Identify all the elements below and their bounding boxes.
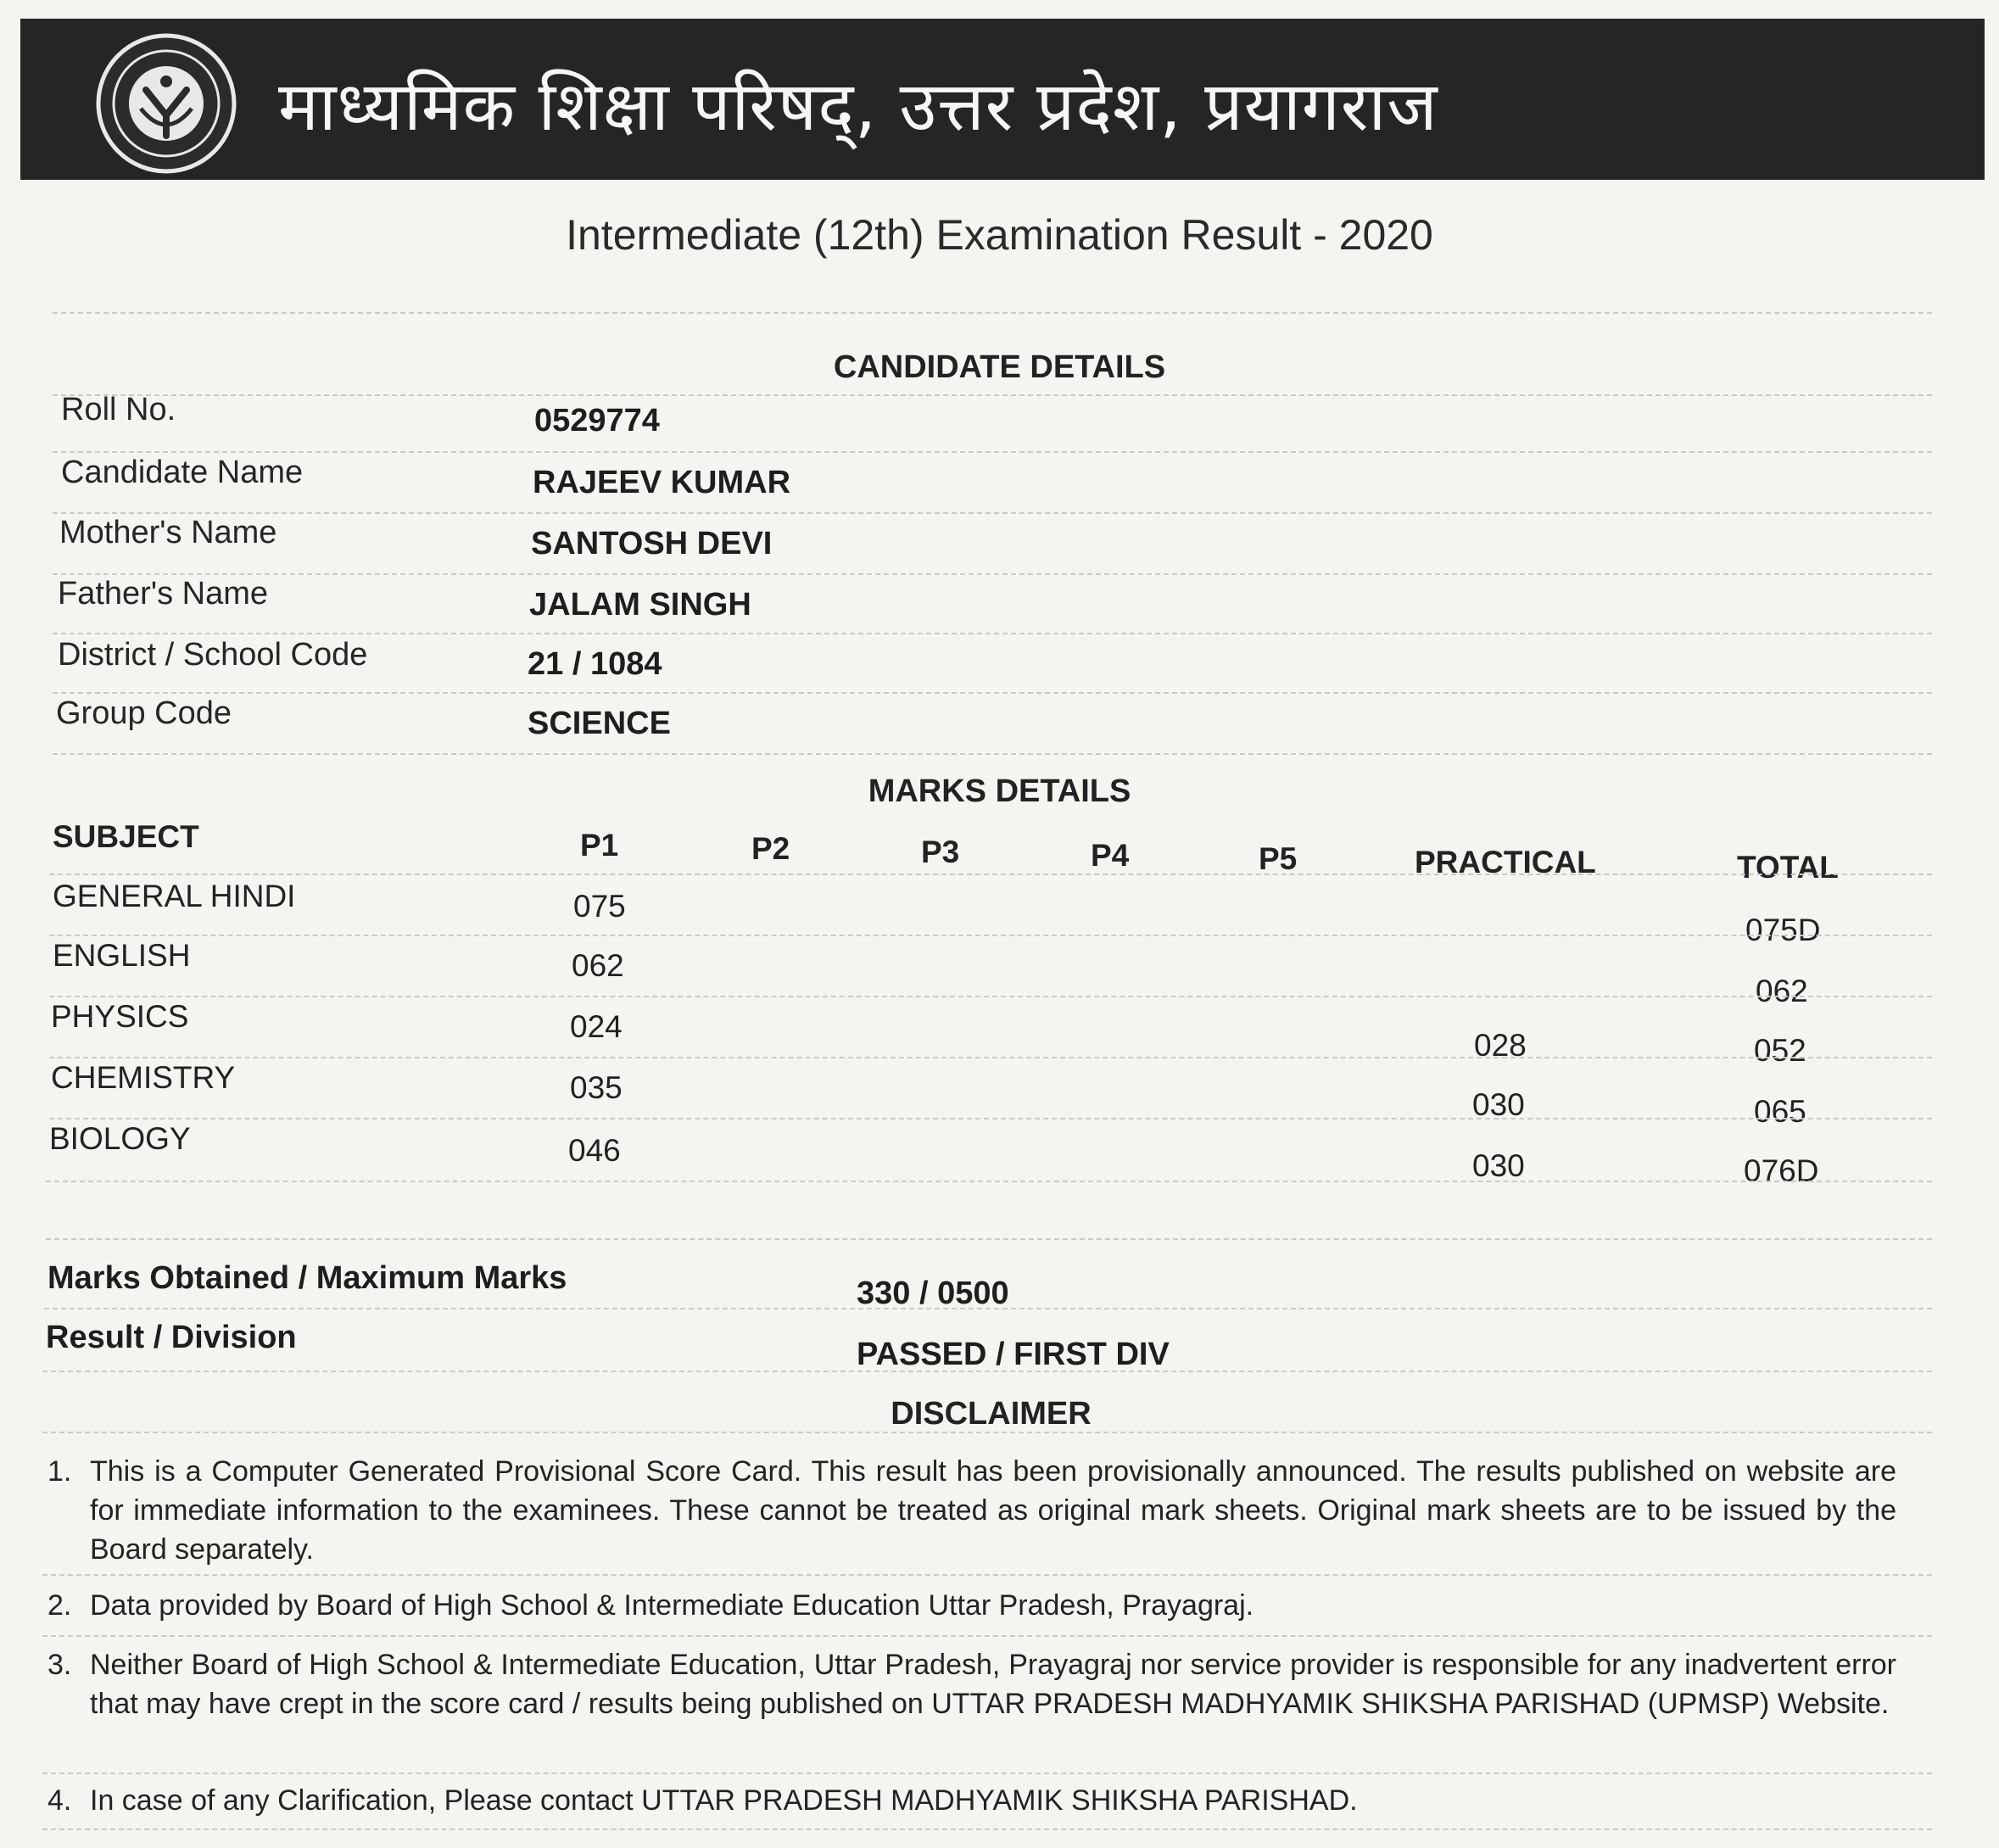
divider	[42, 1432, 1932, 1433]
divider	[53, 312, 1932, 314]
col-practical: PRACTICAL	[1415, 845, 1596, 879]
divider	[42, 1773, 1932, 1774]
divider	[42, 1635, 1932, 1637]
divider	[53, 394, 1932, 396]
divider	[49, 874, 1932, 875]
disclaimer-item-3	[47, 1645, 1896, 1723]
disclaimer-item-3-number: 3.	[47, 1649, 72, 1681]
roll-no-value: 0529774	[534, 403, 660, 438]
col-p4: P4	[1091, 838, 1130, 873]
disclaimer-item-3-text: Neither Board of High School & Intermediate Education, Uttar Pradesh, Prayagraj nor service provider is responsible for any inadvertent error that may have crept in the score card / results being published on UTTAR PRADESH MADHYAMIK SHIKSHA PARISHAD (UPMSP) Website.	[90, 1649, 1896, 1720]
disclaimer-title: DISCLAIMER	[891, 1396, 1092, 1432]
row-4-total: 065	[1754, 1094, 1806, 1129]
result-division-value: PASSED / FIRST DIV	[857, 1337, 1170, 1372]
disclaimer-item-2-text: Data provided by Board of High School & Intermediate Education Uttar Pradesh, Prayagraj.	[90, 1589, 1254, 1622]
col-total: TOTAL	[1737, 850, 1839, 885]
row-1-subject: GENERAL HINDI	[53, 879, 296, 913]
row-5-p1: 046	[568, 1133, 621, 1168]
row-5-practical: 030	[1472, 1148, 1525, 1183]
disclaimer-item-4-number: 4.	[47, 1784, 72, 1817]
result-division-label: Result / Division	[46, 1320, 297, 1355]
district-school-code-value: 21 / 1084	[528, 646, 662, 682]
disclaimer-item-1	[47, 1452, 1896, 1569]
divider	[49, 1118, 1932, 1119]
divider	[42, 1574, 1932, 1576]
group-code-value: SCIENCE	[528, 706, 671, 741]
divider	[42, 1828, 1932, 1830]
divider	[53, 512, 1932, 514]
divider	[53, 451, 1932, 453]
disclaimer-item-2-number: 2.	[47, 1589, 72, 1622]
divider	[46, 1181, 1932, 1182]
disclaimer-item-1-text: This is a Computer Generated Provisional Score Card. This result has been provisionally announced. The results published on website are for immediate information to the examinees. These cannot be treated as original mark sheets. Original mark sheets are to be issued by the Board separately.	[90, 1455, 1896, 1566]
row-4-practical: 030	[1472, 1087, 1525, 1122]
row-1-p1: 075	[573, 889, 626, 924]
candidate-name-value: RAJEEV KUMAR	[533, 465, 791, 500]
upmsp-seal-logo	[93, 31, 239, 176]
divider	[49, 996, 1932, 997]
header-title-hindi: माध्यमिक शिक्षा परिषद्, उत्तर प्रदेश, प्रयागराज	[278, 67, 1438, 146]
row-3-practical: 028	[1474, 1028, 1527, 1063]
row-5-total: 076D	[1744, 1153, 1819, 1188]
divider	[44, 1308, 1932, 1309]
roll-no-label: Roll No.	[61, 392, 176, 427]
divider	[49, 935, 1932, 936]
divider	[53, 633, 1932, 634]
marks-obtained-label: Marks Obtained / Maximum Marks	[47, 1260, 567, 1296]
divider	[53, 692, 1932, 694]
divider	[46, 1238, 1932, 1240]
disclaimer-item-1-number: 1.	[47, 1455, 72, 1488]
marks-obtained-value: 330 / 0500	[857, 1276, 1009, 1311]
row-5-subject: BIOLOGY	[49, 1121, 191, 1156]
marks-details-title: MARKS DETAILS	[868, 773, 1131, 809]
group-code-label: Group Code	[56, 695, 232, 731]
candidate-details-title: CANDIDATE DETAILS	[833, 349, 1166, 385]
row-2-p1: 062	[572, 948, 624, 983]
candidate-name-label: Candidate Name	[61, 455, 304, 490]
fathers-name-value: JALAM SINGH	[529, 587, 751, 623]
row-4-p1: 035	[570, 1070, 623, 1105]
row-1-total: 075D	[1745, 913, 1821, 947]
divider	[42, 1371, 1932, 1372]
disclaimer-item-4	[47, 1781, 1896, 1820]
col-p1: P1	[580, 828, 619, 863]
divider	[49, 1057, 1932, 1058]
divider	[53, 753, 1932, 755]
disclaimer-item-2	[47, 1586, 1896, 1625]
row-4-subject: CHEMISTRY	[51, 1060, 236, 1095]
fathers-name-label: Father's Name	[58, 576, 269, 611]
col-p5: P5	[1259, 841, 1298, 876]
row-3-subject: PHYSICS	[51, 999, 189, 1034]
row-3-p1: 024	[570, 1009, 623, 1044]
col-p3: P3	[921, 835, 960, 869]
row-2-total: 062	[1756, 974, 1808, 1008]
mothers-name-label: Mother's Name	[59, 515, 277, 550]
district-school-code-label: District / School Code	[58, 637, 368, 673]
mothers-name-value: SANTOSH DEVI	[531, 526, 773, 561]
exam-title: Intermediate (12th) Examination Result - 2020	[566, 211, 1433, 259]
row-2-subject: ENGLISH	[53, 938, 191, 973]
col-p2: P2	[751, 831, 790, 866]
divider	[53, 573, 1932, 575]
row-3-total: 052	[1754, 1033, 1806, 1068]
col-subject: SUBJECT	[53, 819, 199, 854]
disclaimer-item-4-text: In case of any Clarification, Please contact UTTAR PRADESH MADHYAMIK SHIKSHA PARISHAD.	[90, 1784, 1358, 1817]
